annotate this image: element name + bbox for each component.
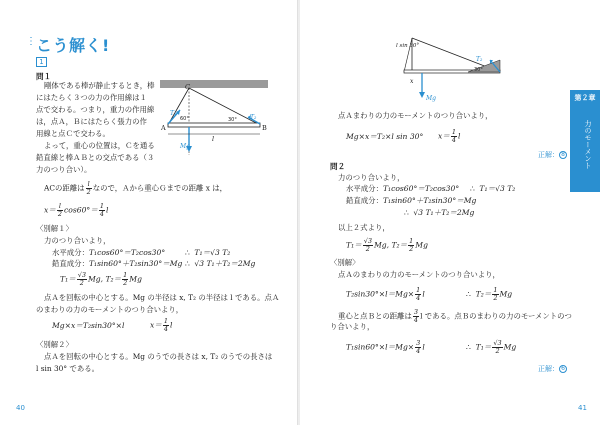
question-1-label: 問１ bbox=[36, 72, 52, 81]
x-equation: x＝ $\frac{l}{2}$ cos60°＝ $\frac{1}{4}$ l bbox=[44, 202, 109, 218]
horiz-row: 水平成分：T₁cos60°＝T₂cos30° bbox=[52, 248, 166, 257]
r-balance-intro: 力のつり合いより， bbox=[338, 173, 405, 182]
r-moment-res: x＝ $\frac{1}{4}$ l bbox=[438, 128, 461, 144]
label-t1: T₁ bbox=[170, 110, 177, 117]
para1-line3: 点で交わる。つまり，重力の作用線 bbox=[36, 105, 155, 114]
r-para3-cont: り合いより， bbox=[330, 322, 375, 331]
label-30-right: 30° bbox=[474, 67, 483, 73]
distance-line bbox=[44, 181, 227, 196]
answer-1: 正解： 8 bbox=[538, 150, 567, 160]
label-t2-right: T₂ bbox=[476, 56, 483, 63]
para1-line4: は，点Ａ，Ｂにはたらく張力の作 bbox=[36, 117, 147, 126]
alt2-label: 〈別解２〉 bbox=[36, 340, 73, 349]
r-vert-result: ∴ √3 T₁＋T₂＝2Mg bbox=[404, 208, 475, 217]
t-results: T₁＝ $\frac{√3}{2}$ Mg, T₂＝ $\frac{1}{2}$ Mg bbox=[60, 271, 142, 287]
para2-line1: よって，重心の位置は，Ｃを通る bbox=[44, 141, 155, 150]
r-t-results: T₁＝ $\frac{√3}{2}$ Mg, T₂＝ $\frac{1}{2}$ Mg bbox=[346, 237, 428, 253]
question-badge: 1 bbox=[36, 57, 47, 67]
r-eq2-res: ∴ T₂＝ $\frac{1}{2}$ Mg bbox=[466, 286, 513, 302]
chapter-label: 第２章 bbox=[574, 94, 596, 102]
rod bbox=[168, 123, 260, 127]
r-from-two: 以上２式より， bbox=[338, 223, 390, 232]
label-t2: T₂ bbox=[250, 114, 257, 121]
ceiling bbox=[160, 80, 268, 88]
vert-result: ∴ √3 T₁＋T₂＝2Mg bbox=[185, 259, 256, 268]
r-eq3-res: ∴ T₁＝ $\frac{√3}{2}$ Mg bbox=[466, 339, 517, 355]
r-para2: 点Ａのまわりの力のモーメントのつり合いより， bbox=[338, 270, 500, 279]
title-dots: ⋮ bbox=[26, 36, 36, 47]
label-l: l bbox=[212, 135, 215, 143]
rod-diagram bbox=[160, 80, 270, 175]
balance-intro: 力のつり合いより， bbox=[44, 236, 111, 245]
answer-2: 正解： 6 bbox=[538, 364, 567, 374]
label-30: 30° bbox=[228, 117, 237, 123]
chapter-topic: 力のモーメント bbox=[584, 120, 592, 169]
label-a: A bbox=[161, 124, 166, 132]
label-c: C bbox=[185, 83, 190, 91]
frac-half-l: $\frac{l}{2}$ bbox=[86, 180, 91, 196]
r-alt-label: 〈別解〉 bbox=[330, 258, 360, 267]
para2-line2: 鉛直線と棒ＡＢとの交点である（３ bbox=[36, 153, 155, 162]
distance-text-b: なので，Ａから重心Ｇまでの距離 x は， bbox=[92, 183, 228, 193]
para2-line3: 力のつり合い）。 bbox=[36, 165, 92, 174]
label-x: x bbox=[410, 78, 414, 85]
para3-line1: 点Ａを回転の中心とする。Mg の半径は x, T₂ の半径は l である。点Ａ bbox=[44, 293, 280, 302]
right-page bbox=[300, 0, 600, 425]
label-b: B bbox=[262, 124, 267, 132]
distance-text-a: ACの距離は bbox=[44, 183, 85, 193]
para1-line2: にはたらく３つの力の作用線は１ bbox=[36, 93, 147, 102]
r-para1: 点Ａまわりの力のモーメントのつり合いより， bbox=[338, 111, 493, 120]
r-moment-eq: Mg×x＝T₂×l sin 30° bbox=[346, 132, 424, 141]
r-eq2: T₂sin30°×l＝Mg× $\frac{1}{4}$ l bbox=[346, 286, 425, 302]
left-page bbox=[0, 0, 298, 425]
chapter-tab bbox=[570, 90, 600, 192]
para4-line2: l sin 30° である。 bbox=[36, 364, 99, 373]
vert-row: 鉛直成分：T₁sin60°＋T₂sin30°＝Mg bbox=[52, 259, 183, 268]
page-number-left: 40 bbox=[16, 404, 25, 412]
question-2-label: 問２ bbox=[330, 162, 346, 171]
r-eq3: T₁sin60°×l＝Mg× $\frac{3}{4}$ l bbox=[346, 339, 425, 355]
section-title: こう解く! bbox=[36, 36, 110, 55]
horiz-result: ∴ T₁＝√3 T₂ bbox=[185, 248, 231, 257]
moment-result: x＝ $\frac{1}{4}$ l bbox=[150, 317, 173, 333]
r-vert-row: 鉛直成分：T₁sin60°＋T₂sin30°＝Mg bbox=[346, 196, 477, 205]
para4-line1: 点Ａを回転の中心とする。Mg のうでの長さは x, T₂ のうでの長さは bbox=[44, 352, 273, 361]
label-lsin30: l sin 30° bbox=[396, 43, 420, 49]
label-60: 60° bbox=[180, 116, 189, 122]
moment-equation: Mg×x＝T₂sin30°×l bbox=[52, 321, 125, 330]
page-number-right: 41 bbox=[578, 404, 587, 412]
r-horiz-result: ∴ T₁＝√3 T₂ bbox=[470, 184, 516, 193]
para3-line2: のまわりの力のモーメントのつり合いより， bbox=[36, 305, 184, 314]
r-horiz-row: 水平成分：T₁cos60°＝T₂cos30° bbox=[346, 184, 460, 193]
label-mg-right: Mg bbox=[426, 95, 436, 102]
alt1-label: 〈別解１〉 bbox=[36, 224, 73, 233]
label-mg: Mg bbox=[180, 143, 190, 150]
para1-line5: 用線と点Ｃで交わる。 bbox=[36, 129, 110, 138]
r-para3: 重心と点Ｂとの距離は $\frac{3}{4}$ l である。点Ｂのまわりの力のモーメントのつ bbox=[338, 308, 572, 324]
para1-line1: 剛体である棒が静止するとき，棒 bbox=[44, 81, 155, 90]
